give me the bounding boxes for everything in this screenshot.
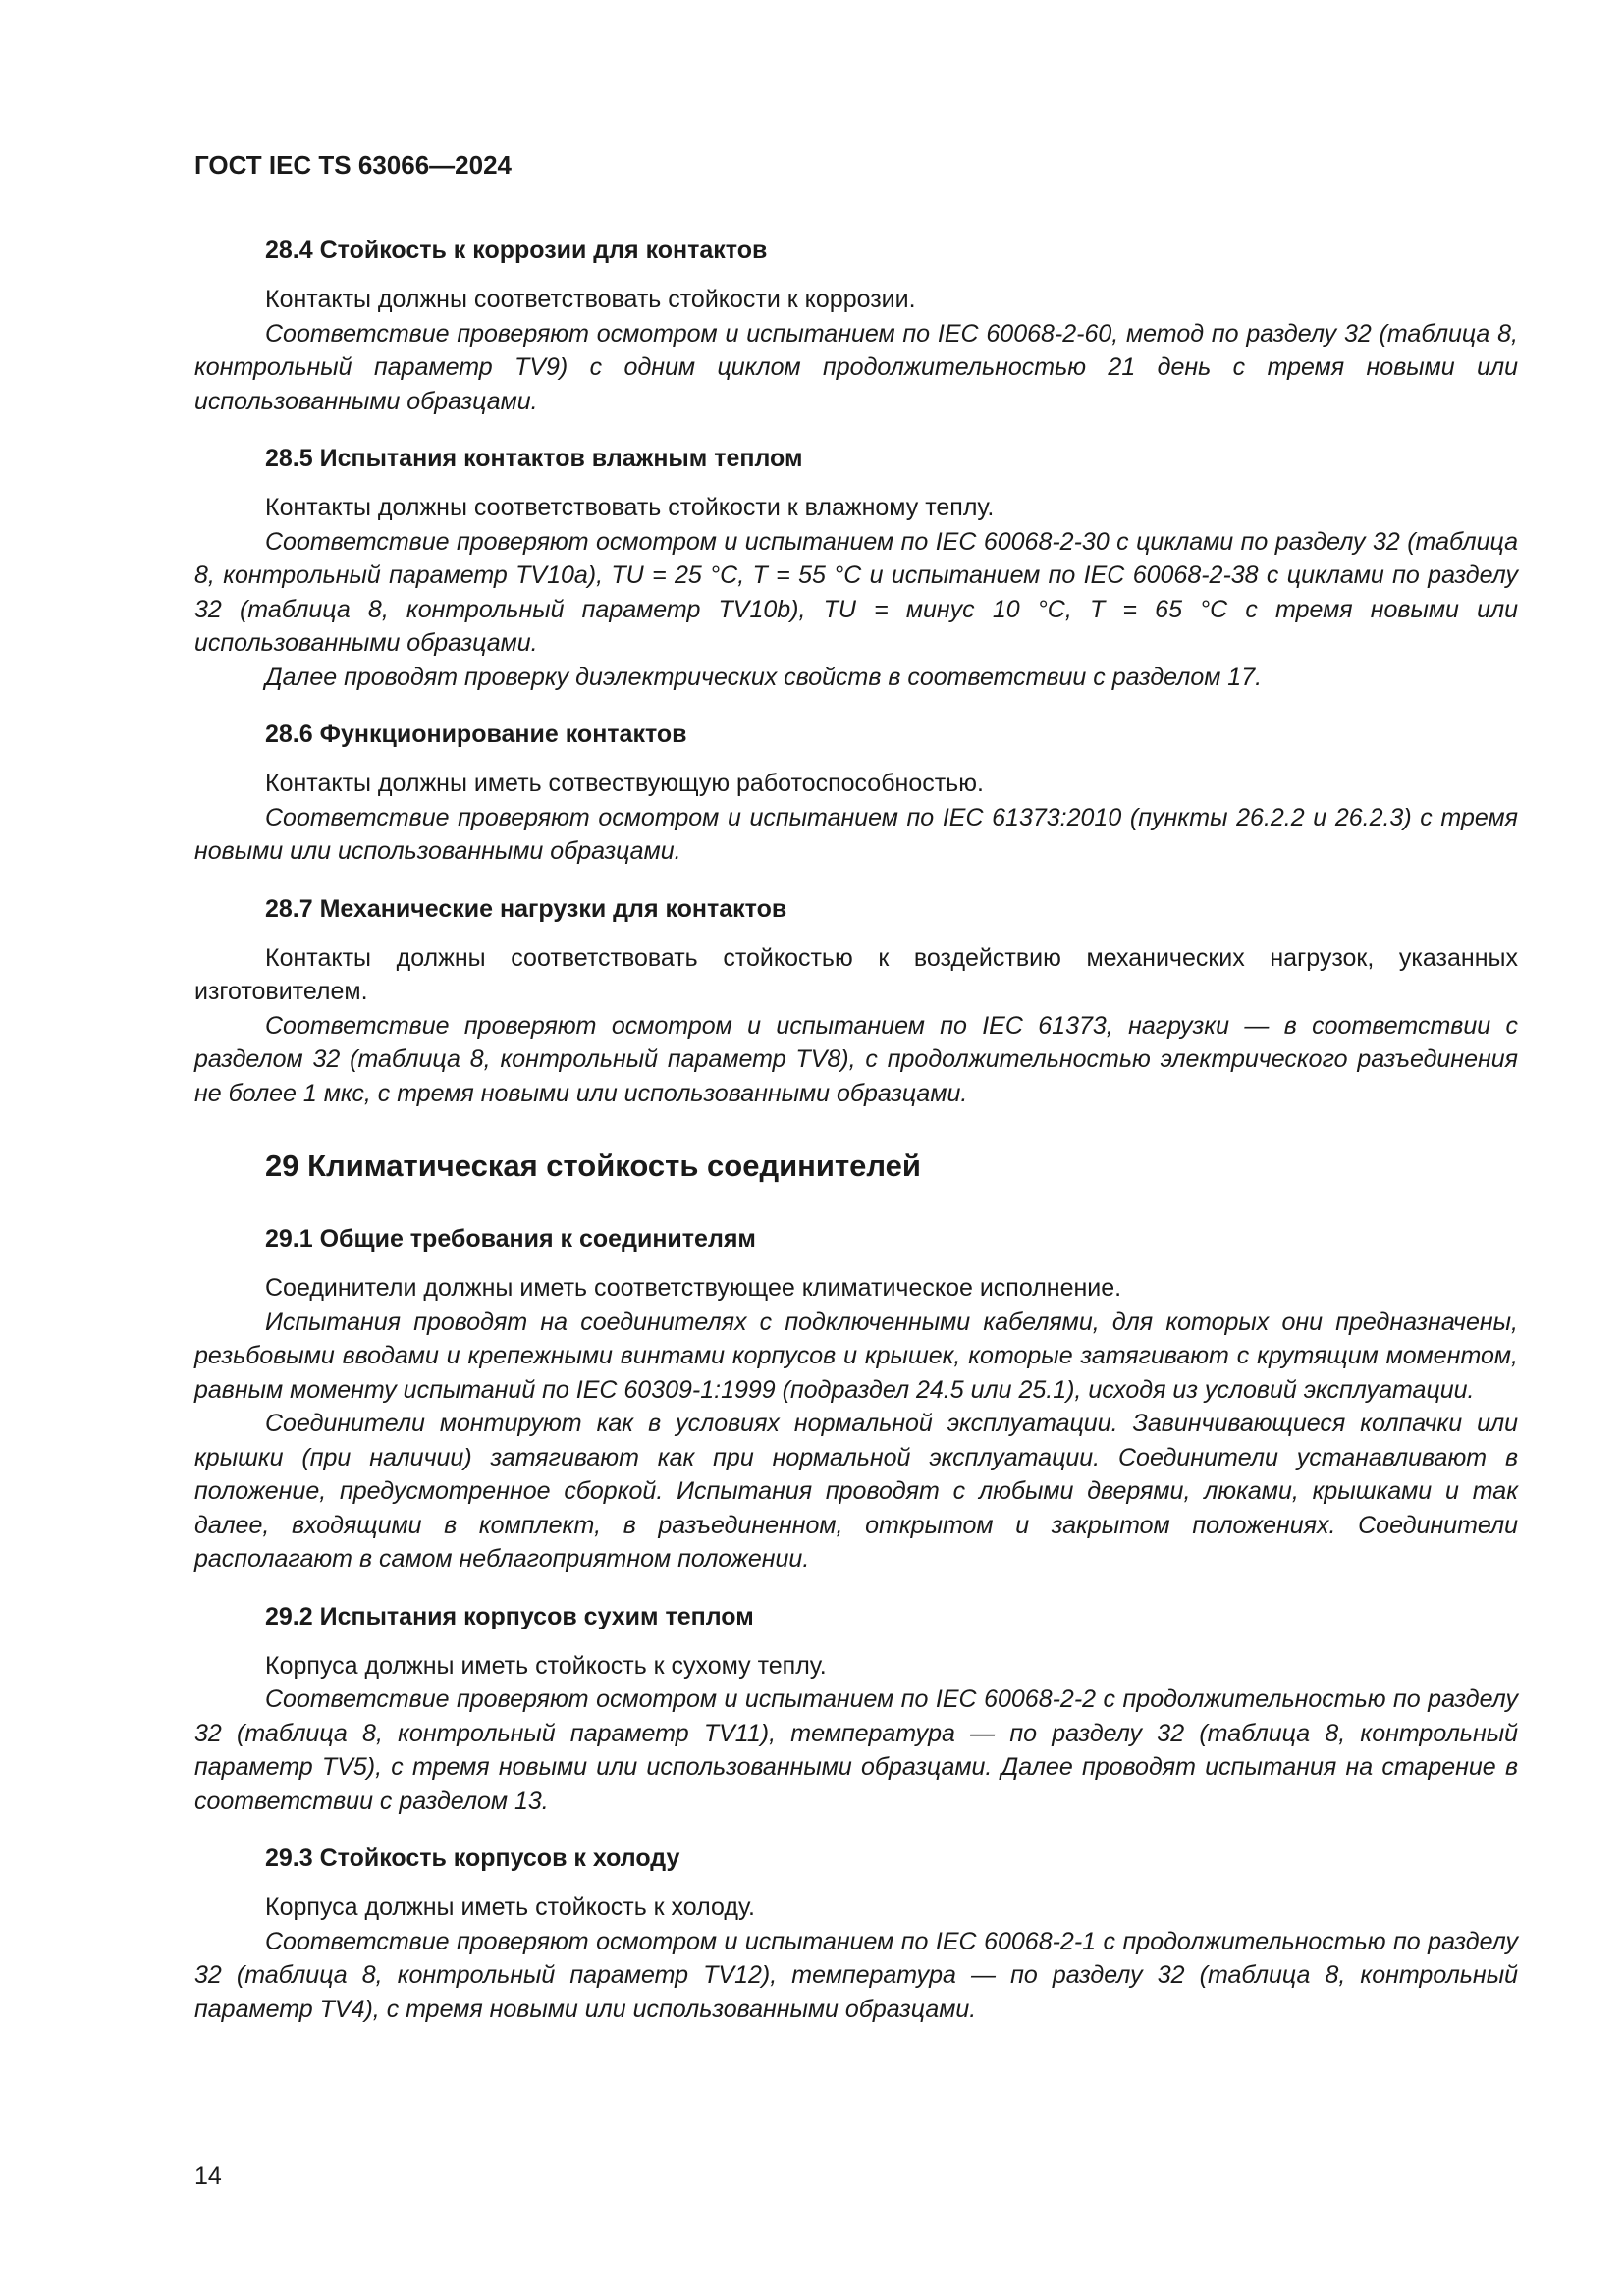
document-page: [194, 147, 1518, 2050]
section-28-7: [194, 892, 1518, 1111]
section-28-4: [194, 234, 1518, 418]
document-header: ГОСТ IEC TS 63066—2024: [194, 150, 513, 180]
section-28-4-requirement: Контакты должны соответствовать стойкости к коррозии.: [265, 286, 916, 313]
section-29-3-verification: Соответствие проверяют осмотром и испытанием по IEC 60068-2-1 с продолжительностью по разделу 32 (таблица 8, контрольный параметр TV12), температура — по разделу 32 (таблица 8, контрольный параметр TV4), с тремя новыми или использованными образцами.: [194, 1927, 1518, 2023]
section-29-1-mounting: Соединители монтируют как в условиях нормальной эксплуатации. Завинчивающиеся колпачки или крышки (при наличии) затягивают как при нормальной эксплуатации. Соединители устанавливают в положение, предусмотренное сборкой. Испытания проводят с любыми дверями, люками, крышками и так далее, входящими в комплект, в разъединенном, открытом и закрытом положениях. Соединители располагают в самом неблагоприятном положении.: [194, 1410, 1518, 1573]
page-number: 14: [194, 2163, 222, 2190]
section-29-1: [194, 1222, 1518, 1576]
section-29-2-title: 29.2 Испытания корпусов сухим теплом: [265, 1602, 754, 1630]
section-28-5-title: 28.5 Испытания контактов влажным теплом: [265, 445, 803, 472]
section-29-2: [194, 1600, 1518, 1819]
section-28-7-requirement: Контакты должны соответствовать стойкостью к воздействию механических нагрузок, указанных изготовителем.: [194, 943, 1518, 1005]
section-28-5-verification: Соответствие проверяют осмотром и испытанием по IEC 60068-2-30 с циклами по разделу 32 (таблица 8, контрольный параметр TV10a), TU = 25 °C, T = 55 °C и испытанием по IEC 60068-2-38 с циклами по разделу 32 (таблица 8, контрольный параметр TV10b), TU = минус 10 °C, T = 65 °C с тремя новыми или использованными образцами.: [194, 527, 1518, 657]
section-29-title: 29 Климатическая стойкость соединителей: [265, 1148, 921, 1183]
section-29-1-requirement: Соединители должны иметь соответствующее климатическое исполнение.: [265, 1274, 1122, 1302]
section-28-6: [194, 718, 1518, 869]
section-28-5: [194, 442, 1518, 694]
section-28-6-verification: Соответствие проверяют осмотром и испытанием по IEC 61373:2010 (пункты 26.2.2 и 26.2.3) с тремя новыми или использованными образцами.: [194, 803, 1518, 865]
section-29-2-requirement: Корпуса должны иметь стойкость к сухому теплу.: [265, 1651, 827, 1680]
section-29-3: [194, 1842, 1518, 2026]
section-29-3-requirement: Корпуса должны иметь стойкость к холоду.: [265, 1894, 755, 1921]
section-28-5-requirement: Контакты должны соответствовать стойкости к влажному теплу.: [265, 494, 995, 521]
section-28-6-title: 28.6 Функционирование контактов: [265, 721, 687, 748]
section-28-6-requirement: Контакты должны иметь сотвествующую работоспособностью.: [265, 770, 984, 797]
section-28-7-verification: Соответствие проверяют осмотром и испытанием по IEC 61373, нагрузки — в соответствии с разделом 32 (таблица 8, контрольный параметр TV8), с продолжительностью электрического разъединения не более 1 мкс, с тремя новыми или использованными образцами.: [194, 1011, 1518, 1107]
section-28-4-title: 28.4 Стойкость к коррозии для контактов: [265, 237, 768, 264]
section-29-1-test-conditions: Испытания проводят на соединителях с подключенными кабелями, для которых они предназначены, резьбовыми вводами и крепежными винтами корпусов и крышек, которые затягивают с крутящим моментом, равным моменту испытаний по IEC 60309-1:1999 (подраздел 24.5 или 25.1), исходя из условий эксплуатации.: [194, 1308, 1518, 1404]
section-29-3-title: 29.3 Стойкость корпусов к холоду: [265, 1844, 680, 1872]
section-29-1-title: 29.1 Общие требования к соединителям: [265, 1225, 756, 1253]
section-28-4-verification: Соответствие проверяют осмотром и испытанием по IEC 60068-2-60, метод по разделу 32 (таблица 8, контрольный параметр TV9) с одним циклом продолжительностью 21 день с тремя новыми или использованными образцами.: [194, 319, 1518, 415]
section-28-7-title: 28.7 Механические нагрузки для контактов: [265, 894, 787, 923]
section-29-2-verification: Соответствие проверяют осмотром и испытанием по IEC 60068-2-2 с продолжительностью по разделу 32 (таблица 8, контрольный параметр TV11), температура — по разделу 32 (таблица 8, контрольный параметр TV5), с тремя новыми или использованными образцами. Далее проводят испытания на старение в соответствии с разделом 13.: [194, 1685, 1518, 1815]
section-28-5-followup: Далее проводят проверку диэлектрических свойств в соответствии с разделом 17.: [265, 663, 1263, 691]
